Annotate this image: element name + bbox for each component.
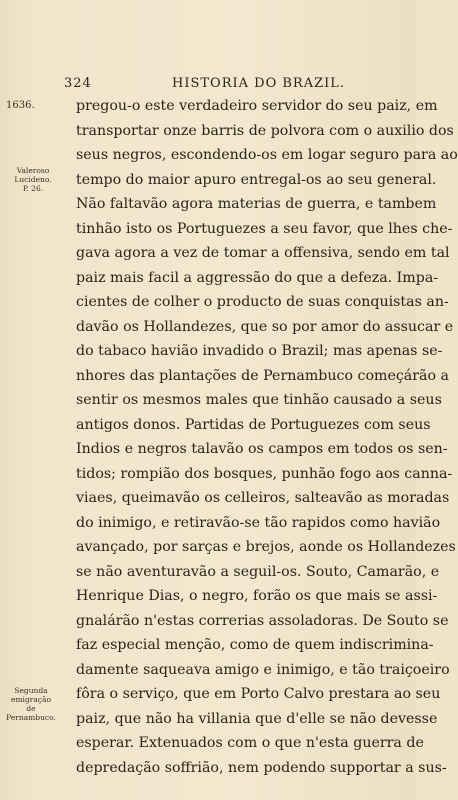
text-line: seus negros, escondendo-os em logar seguro para ao (76, 147, 458, 163)
text-line: depredação soffrião, nem podendo supportar a sus- (76, 759, 447, 776)
text-line: gava agora a vez de tomar a offensiva, sendo em tal (76, 245, 450, 261)
margin-note-line: de (26, 704, 36, 713)
text-line: do inimigo, e retiravão-se tão rapidos como havião (76, 514, 441, 531)
margin-note-line: emigração (11, 695, 51, 704)
body-text (76, 94, 458, 780)
margin-note-line: Pernambuco. (6, 713, 56, 722)
text-line: antigos donos. Partidas de Portuguezes com seus (76, 416, 431, 433)
margin-note-line: P. 26. (22, 184, 44, 193)
text-line: Henrique Dias, o negro, forão os que mais se assi- (76, 588, 438, 604)
text-line: tempo do maior apuro entregal-os ao seu general. (76, 171, 437, 188)
margin-note-year: 1636. (6, 100, 35, 111)
text-line: pregou-o este verdadeiro servidor do seu paiz, em (76, 98, 438, 114)
margin-note-line: Valeroso (16, 166, 50, 175)
text-line: tidos; rompião dos bosques, punhão fogo aos canna- (76, 465, 453, 482)
page-number: 324 (64, 76, 92, 91)
text-line: nhores das plantações de Pernambuco começárão a (76, 367, 449, 384)
page-header (0, 76, 416, 96)
text-line: faz especial menção, como de quem indiscrimina- (76, 637, 434, 653)
margin-note-valeroso (4, 166, 62, 193)
text-line: gnalárão n'estas correrias assoladoras. De Souto se (76, 612, 449, 629)
text-line: avançado, por sarças e brejos, aonde os Hollandezes (76, 539, 456, 555)
text-line: fôra o serviço, que em Porto Calvo prestara ao seu (76, 686, 441, 702)
running-title: HISTORIA DO BRAZIL. (172, 76, 346, 91)
text-line: do tabaco havião invadido o Brazil; mas apenas se- (76, 343, 443, 359)
text-line: tinhão isto os Portuguezes a seu favor, que lhes che- (76, 220, 453, 237)
text-line: damente saqueava amigo e inimigo, e tão traiçoeiro (76, 661, 450, 678)
text-line: Não faltavão agora materias de guerra, e tambem (76, 196, 437, 212)
text-line: esperar. Extenuados com o que n'esta guerra de (76, 735, 424, 751)
text-line: transportar onze barris de polvora com o auxilio dos (76, 122, 454, 139)
margin-note-line: Lucideno. (14, 175, 52, 184)
margin-note-line: Segunda (14, 686, 48, 695)
text-line: paiz, que não ha villania que d'elle se não devesse (76, 710, 438, 727)
text-line: sentir os mesmos males que tinhão causado a seus (76, 392, 442, 408)
text-line: viaes, queimavão os celleiros, salteavão as moradas (76, 490, 450, 506)
text-line: se não aventuravão a seguil-os. Souto, Camarão, e (76, 563, 440, 580)
text-line: cientes de colher o producto de suas conquistas an- (76, 294, 449, 310)
text-line: Indios e negros talavão os campos em todos os sen- (76, 441, 448, 457)
margin-note-segunda-emigracao (2, 686, 60, 722)
text-line: davão os Hollandezes, que so por amor do assucar e (76, 318, 454, 335)
text-line: paiz mais facil a aggressão do que a defeza. Impa- (76, 269, 439, 286)
